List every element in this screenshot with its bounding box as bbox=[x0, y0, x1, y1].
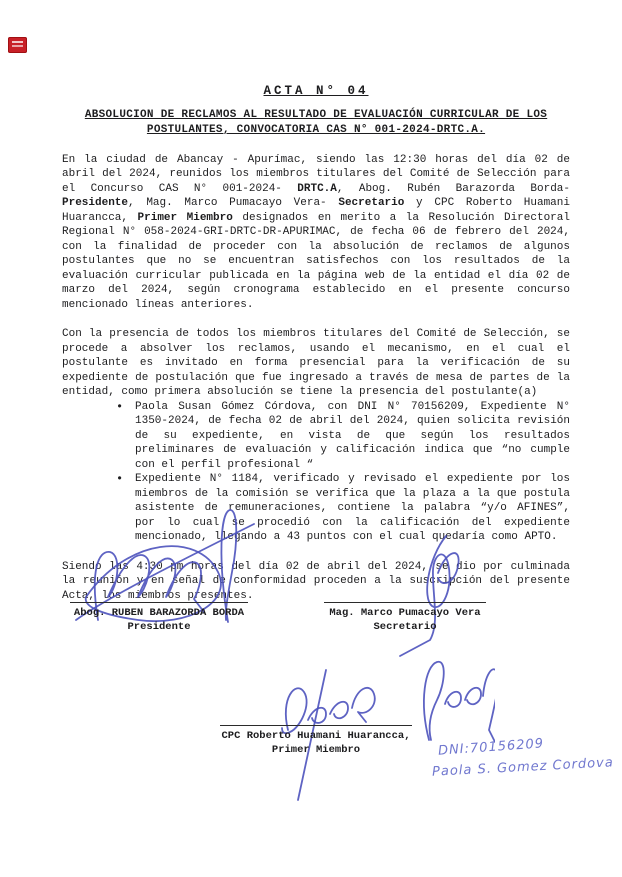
signatory-name: Abog. RUBEN BARAZORDA BORDA bbox=[73, 607, 245, 619]
signature-block-primer-miembro bbox=[220, 725, 412, 757]
paragraph-session bbox=[62, 327, 570, 400]
signature-line bbox=[70, 602, 248, 603]
signature-ink-postulante bbox=[415, 652, 495, 744]
text-run: , Abog. Rubén Barazorda Borda- bbox=[336, 182, 570, 195]
handwritten-dni: DNI:70156209 bbox=[437, 736, 545, 759]
text-run-bold: Primer Miembro bbox=[137, 211, 233, 224]
text-run: y CPC Roberto Huamani Huarancca, bbox=[62, 197, 570, 224]
claim-text: Expediente N° 1184, verificado y revisado el expediente por los miembros de la comisión se verifica que la plaza a la que postula asistente de remuneraciones, contiene la palabra “y/o AFINES”, por lo cual se procedió con la calificación del expediente mencionado, llegando a 43 puntos con el cual quedaría como APTO. bbox=[135, 473, 570, 543]
signatory-name: Mag. Marco Pumacayo Vera bbox=[329, 607, 481, 619]
text-run-bold: DRTC.A bbox=[297, 182, 337, 195]
signature-ink-secretario bbox=[388, 528, 473, 658]
text-run: Con la presencia de todos los miembros titulares del Comité de Selección, se procede a absolver los reclamos, usando el mecanismo, en el cual el postulante es invitado en forma presencial para la verificación de su expediente de postulación que fue ingresado a través de mesa de partes de la entidad, como primera absolución se tiene la presencia del postulante(a) bbox=[62, 328, 570, 398]
claim-text: Paola Susan Gómez Córdova, con DNI N° 70156209, Expediente N° 1350-2024, de fecha 02 de abril del 2024, quien solicita revisión de su expediente, en vista de que según los resultados preliminares de evaluación y calificación indica que “no cumple con el perfil profesional “ bbox=[135, 400, 570, 471]
signature-block-presidente bbox=[70, 602, 248, 634]
text-run: Siendo las 4:30 pm horas del día 02 de abril del 2024, se dio por culminada la reunión y en señal de conformidad proceden a la suscripción del presente Acta, los miembros presentes. bbox=[62, 560, 570, 602]
signatory-role: Presidente bbox=[127, 621, 191, 633]
text-run-bold: Secretario bbox=[338, 197, 405, 209]
signatory-role: Primer Miembro bbox=[271, 744, 361, 756]
signature-line bbox=[324, 602, 486, 603]
paragraph-intro bbox=[62, 153, 570, 313]
signatory-name: CPC Roberto Huamani Huarancca, bbox=[221, 730, 411, 742]
signature-line bbox=[220, 725, 412, 726]
signature-block-secretario bbox=[324, 602, 486, 634]
doc-subtitle: ABSOLUCION DE RECLAMOS AL RESULTADO DE EVALUACIÓN CURRICULAR DE LOS POSTULANTES, CONVOCATORIA CAS N° 001-2024-DRTC.A. bbox=[84, 108, 548, 136]
text-run: En la ciudad de Abancay - Apurímac, siendo las 12:30 horas del día 02 de abril del 2024, reunidos los miembros titulares del Comité de Selección para el Concurso CAS N° 001-2024- bbox=[62, 153, 570, 195]
signatory-role: Secretario bbox=[373, 621, 437, 633]
red-stamp-mark bbox=[8, 37, 27, 53]
text-run-bold: Presidente bbox=[62, 197, 129, 209]
text-run: designados en merito a la Resolución Directoral Regional N° 058-2024-GRI-DRTC-DR-APURIMAC, de fecha 06 de febrero del 2024, con la finalidad de proceder con la absolución de reclamos de algunos postulantes que no se encuentran satisfechos con los resultados de la evaluación curricular publicada en la página web de la entidad el día 02 de marzo del 2024, según cronograma establecido en el presente concurso mencionado líneas anteriores. bbox=[62, 211, 570, 311]
handwritten-name: Paola S. Gomez Cordova bbox=[431, 755, 615, 780]
text-run: , Mag. Marco Pumacayo Vera- bbox=[128, 197, 339, 209]
doc-title: ACTA N° 04 bbox=[263, 84, 369, 98]
claim-item bbox=[114, 400, 570, 473]
